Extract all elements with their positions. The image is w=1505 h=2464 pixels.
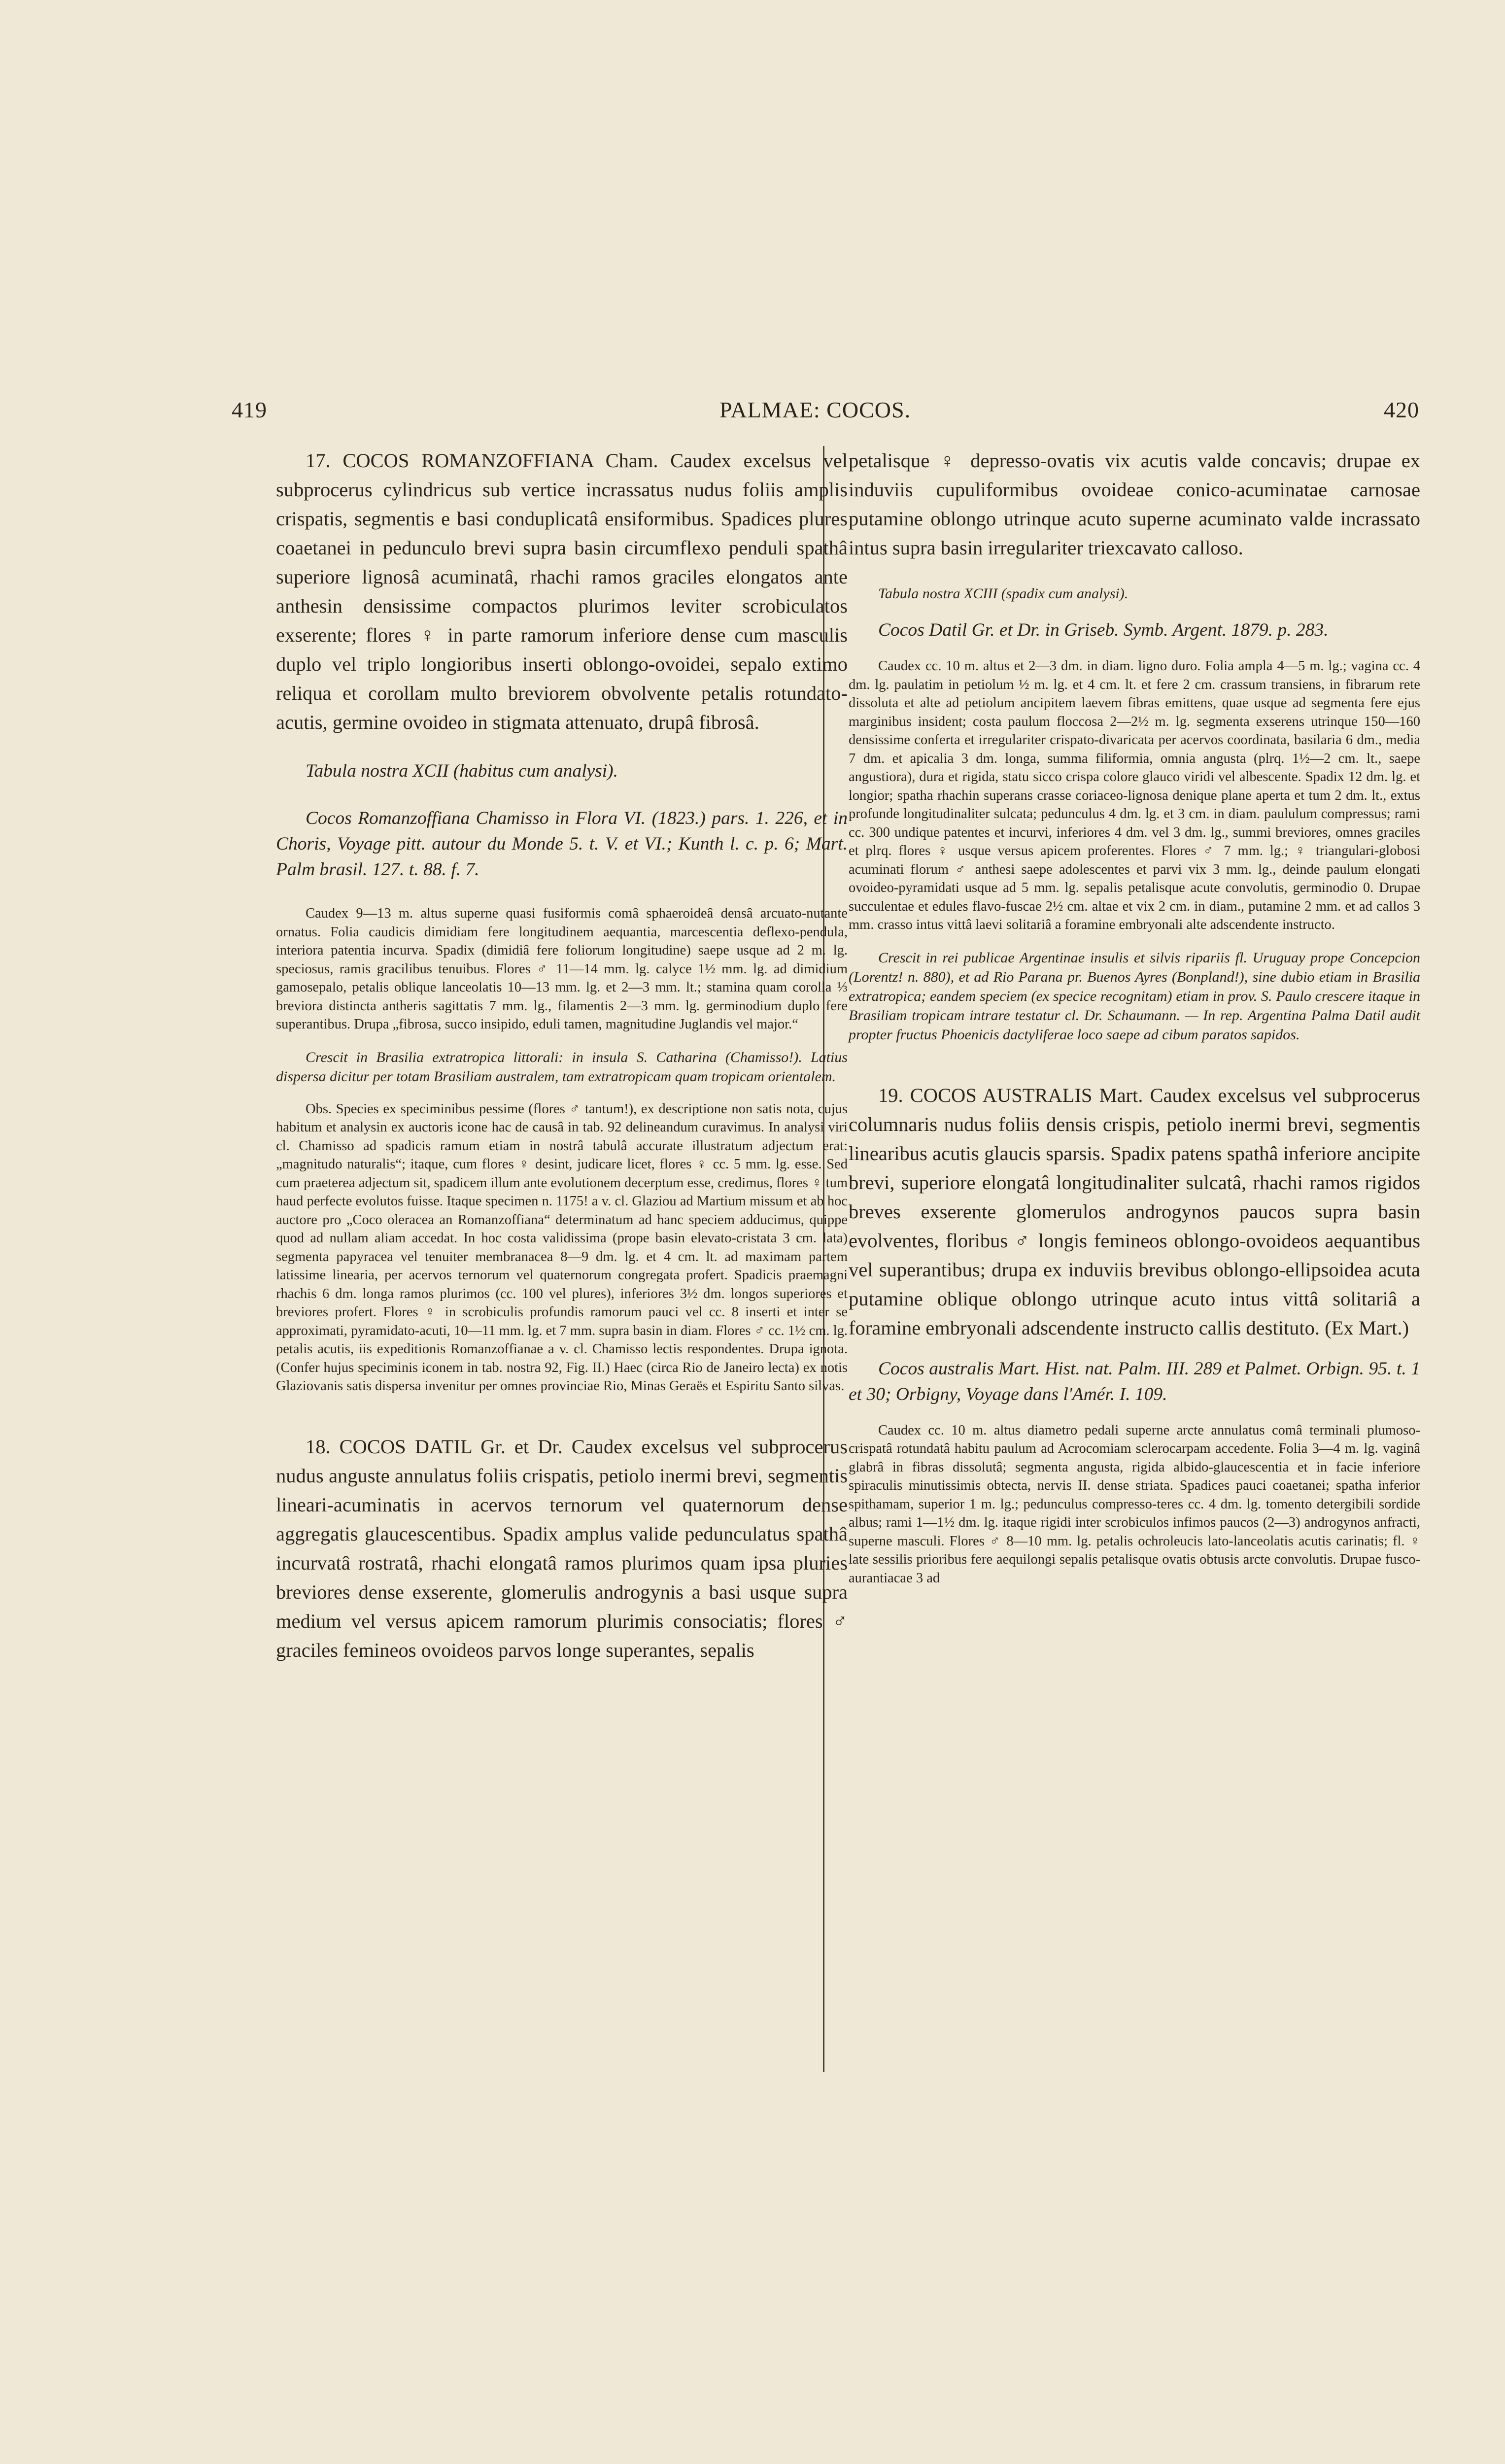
- page-header: [232, 397, 1419, 431]
- species-17-caudex-notes: Caudex 9—13 m. altus superne quasi fusiformis comâ sphaeroideâ densâ arcuato-nutante ornatus. Folia caudicis dimidiam fere longitudinem aequantia, marcescentia deflexo-pendula, interiora patentia incurva. Spadix (dimidiâ fere foliorum longitudine) saepe usque ad 2 m. lg. speciosus, ramis gracilibus tenuibus. Flores ♂ 11—14 mm. lg. calyce 1½ mm. lg. ad dimidium gamosepalo, petalis oblique lanceolatis 10—13 mm. lg. et 2—3 mm. lt.; stamina quam corolla ⅓ breviora distincta antheris sagittatis 7 mm. lg., filamentis 2—3 mm. lg. germinodium duplo fere superantibus. Drupa „fibrosa, succo insipido, eduli tamen, magnitudine Juglandis vel major.“: [276, 906, 848, 1032]
- species-18-plate: Tabula nostra XCIII (spadix cum analysi).: [878, 585, 1129, 602]
- species-19-caudex-notes: Caudex cc. 10 m. altus diametro pedali superne arcte annulatus comâ terminali plumoso-crispatâ rotundatâ habitu paulum ad Acrocomiam sclerocarpam accedente. Folia 3—4 m. lg. vaginâ glabrâ in fibras dissolutâ; segmenta angusta, rigida albido-glaucescentia et in facie inferiore spiraculis minutissimis obtecta, nervis II. dense striata. Spadices pauci coaetanei; spatha inferior spithamam, superior 1 m. lg.; pedunculus compresso-teres cc. 4 dm. lg. tomento detergibili sordide albus; rami 1—1½ dm. lg. itaque rigidi inter scrobiculos infimos paucos (2—3) androgynos anfracti, superne masculi. Flores ♂ 8—10 mm. lg. petalis ochroleucis lato-lanceolatis acutis carinatis; fl. ♀ late sessilis prioribus fere aequilongi sepalis petalisque ovatis obtusis arcte convolutis. Drupae fusco-aurantiacae 3 ad: [849, 1422, 1420, 1586]
- species-18-description-continued: petalisque ♀ depresso-ovatis vix acutis valde concavis; drupae ex induviis cupuliformibus ovoideae conico-acuminatae carnosae putamine oblongo utrinque acuto superne acuminato valde incrassato intus supra basin irregulariter triexcavato calloso.: [849, 449, 1420, 559]
- species-18-references: Cocos Datil Gr. et Dr. in Griseb. Symb. Argent. 1879. p. 283.: [878, 620, 1329, 640]
- species-17-plate: Tabula nostra XCII (habitus cum analysi).: [306, 761, 618, 781]
- species-18-distribution: Crescit in rei publicae Argentinae insulis et silvis ripariis fl. Uruguay prope Concepcion (Lorentz! n. 880), et ad Rio Parana pr. Buenos Ayres (Bonpland!), sine dubio etiam in Brasilia extratropica; eandem speciem (ex specice recognitam) etiam in prov. S. Paulo crescere itaque in Brasiliam tropicam intrare testatur cl. Dr. Schaumann. — In rep. Argentina Palma Datil audit propter fructus Phoenicis dactyliferae loco saepe ad cibum paratos sapidos.: [849, 949, 1420, 1043]
- species-17-description: 17. COCOS ROMANZOFFIANA Cham. Caudex excelsus vel subprocerus cylindricus sub vertice incrassatus nudus foliis amplis crispatis, segmentis e basi conduplicatâ ensiformibus. Spadices plures coaetanei in pedunculo brevi supra basin circumflexo penduli spathâ superiore lignosâ acuminatâ, rhachi ramos graciles elongatos ante anthesin densissime compactos plurimos leviter scrobiculatos exserente; flores ♀ in parte ramorum inferiore dense cum masculis duplo vel triplo longioribus inserti oblongo-ovoidei, sepalo extimo reliqua et corollam multo breviorem obvolvente petalis rotundato-acutis, germine ovoideo in stigmata attenuato, drupâ fibrosâ.: [276, 449, 848, 733]
- right-column: [849, 446, 1420, 1587]
- running-title: PALMAE: COCOS.: [719, 397, 911, 422]
- species-18-caudex-notes: Caudex cc. 10 m. altus et 2—3 dm. in diam. ligno duro. Folia ampla 4—5 m. lg.; vagina cc. 4 dm. lg. paulatim in petiolum ½ m. lg. et 4 cm. lt. et fere 2 cm. crassum transiens, in fibrarum rete dissoluta et alte ad petiolum ancipitem laevem fibras emittens, quae usque ad segmenta fere ejus marginibus insident; costa paulum floccosa 2—2½ m. lg. segmenta exserens utrinque 150—160 densissime conferta et irregulariter crispato-divaricata per acervos coordinata, basilaria 6 dm., media 7 dm. et apicalia 3 dm. longa, summa filiformia, omnia angusta (plrq. 1½—2 cm. lt., saepe angustiora), dura et rigida, statu sicco crispa colore glauco viridi vel albescente. Spadix 12 dm. lg. et longior; spatha rhachin superans crasse coriaceo-lignosa denique plane aperta et tum 2 dm. lt., extus profunde longitudinaliter sulcata; pedunculus 4 dm. lg. et 3 cm. in diam. paululum compressus; rami cc. 300 undique patentes et incurvi, inferiores 4 dm. vel 3 dm. lg., summi breviores, omnes graciles et plrq. flores ♀ usque versus apicem proferentes. Flores ♂ 7 mm. lg.; ♀ triangulari-globosi acuminati florum ♂ anthesi saepe adolescentes et parvi vix 3 mm. lg., deinde paulum elongati ovoideo-pyramidati usque ad 5 mm. lg. sepalis petalisque acute convolutis, germinodio 0. Drupae succulentae et edules flavo-fuscae 2½ cm. altae et vix 2 cm. in diam., putamine 2 mm. et ad callos 3 mm. crasso intus vittâ laevi solitariâ a foramine embryonali alte adscendente instructo.: [849, 658, 1420, 932]
- species-19-references: Cocos australis Mart. Hist. nat. Palm. III. 289 et Palmet. Orbign. 95. t. 1 et 30; Orbigny, Voyage dans l'Amér. I. 109.: [849, 1358, 1420, 1404]
- species-17-distribution: Crescit in Brasilia extratropica littorali: in insula S. Catharina (Chamisso!). Latius dispersa dicitur per totam Brasiliam australem, tam extratropicam quam tropicam orientalem.: [276, 1049, 848, 1085]
- left-column: [276, 446, 848, 1665]
- species-17-references: Cocos Romanzoffiana Chamisso in Flora VI. (1823.) pars. 1. 226, et in Choris, Voyage pitt. autour du Monde 5. t. V. et VI.; Kunth l. c. p. 6; Mart. Palm brasil. 127. t. 88. f. 7.: [276, 808, 848, 880]
- left-page-number: 419: [232, 397, 267, 422]
- species-17-observation: Obs. Species ex speciminibus pessime (flores ♂ tantum!), ex descriptione non satis nota, cujus habitum et analysin ex auctoris icone hac de causâ in tab. 92 delineandum curavimus. In analysi viri cl. Chamisso ad spadicis ramum etiam in nostrâ tabulâ accurate illustratum adjectum erat: „magnitudo naturalis“; itaque, cum flores ♀ desint, judicare licet, flores ♀ cc. 5 mm. lg. esse. Sed cum praeterea adjectum sit, spadicem illum ante evolutionem decerptum esse, credimus, flores ♀ tum haud perfecte evolutos fuisse. Itaque specimen n. 1175! a v. cl. Glaziou ad Martium missum et ab hoc auctore pro „Coco oleracea an Romanzoffiana“ determinatum ad hanc speciem adducimus, quippe quod ad nullam aliam accedat. In hoc costa validissima (prope basin elevato-cristata 3 cm. lata) segmenta papyracea vel tenuiter membranacea 8—9 dm. lg. et 4 cm. lt. ad maximam partem latissime linearia, per acervos ternorum vel quaternorum congregata profert. Spadicis praemagni rhachis 6 dm. longa ramos plurimos (cc. 100 vel plures), inferiores 3½ dm. longos superiores et breviores profert. Flores ♀ in scrobiculis profundis ramorum pauci vel cc. 8 inserti et inter se approximati, pyramidato-acuti, 10—11 mm. lg. et 7 mm. supra basin in diam. Flores ♂ cc. 1½ cm. lg. petalis acutis, iis expeditionis Romanzoffianae a v. cl. Chamisso lectis respondentes. Drupa ignota. (Confer hujus speciminis iconem in tab. nostra 92, Fig. II.) Haec (circa Rio de Janeiro lecta) ex notis Glaziovanis satis dispersa invenitur per omnes provinciae Rio, Minas Geraës et Espiritu Santo silvas.: [276, 1101, 848, 1394]
- right-page-number: 420: [1384, 397, 1419, 422]
- species-19-description: 19. COCOS AUSTRALIS Mart. Caudex excelsus vel subprocerus columnaris nudus foliis densis crispis, petiolo inermi brevi, segmentis linearibus acutis glaucis sparsis. Spadix patens spathâ inferiore ancipite brevi, superiore elongatâ longitudinaliter sulcatâ, rhachi ramos rigidos breves exserente glomerulos androgynos paucos supra basin evolventes, floribus ♂ longis femineos oblongo-ovoideos aequantibus vel superantibus; drupa ex induviis brevibus oblongo-ellipsoidea acuta putamine oblique oblongo utrinque acuto intus vittâ solitariâ a foramine embryonali adscendente instructo callis destituto. (Ex Mart.): [849, 1084, 1420, 1339]
- species-18-description: 18. COCOS DATIL Gr. et Dr. Caudex excelsus vel subprocerus nudus anguste annulatus foliis crispatis, petiolo inermi brevi, segmentis lineari-acuminatis in acervos ternorum vel quaternorum dense aggregatis glaucescentibus. Spadix amplus valide pedunculatus spathâ incurvatâ rostratâ, rhachi elongatâ ramos plurimos quam ipsa pluries breviores dense exserente, glomerulis androgynis a basi usque supra medium vel versus apicem ramorum plurimis consociatis; flores ♂ graciles femineos ovoideos parvos longe superantes, sepalis: [276, 1435, 848, 1661]
